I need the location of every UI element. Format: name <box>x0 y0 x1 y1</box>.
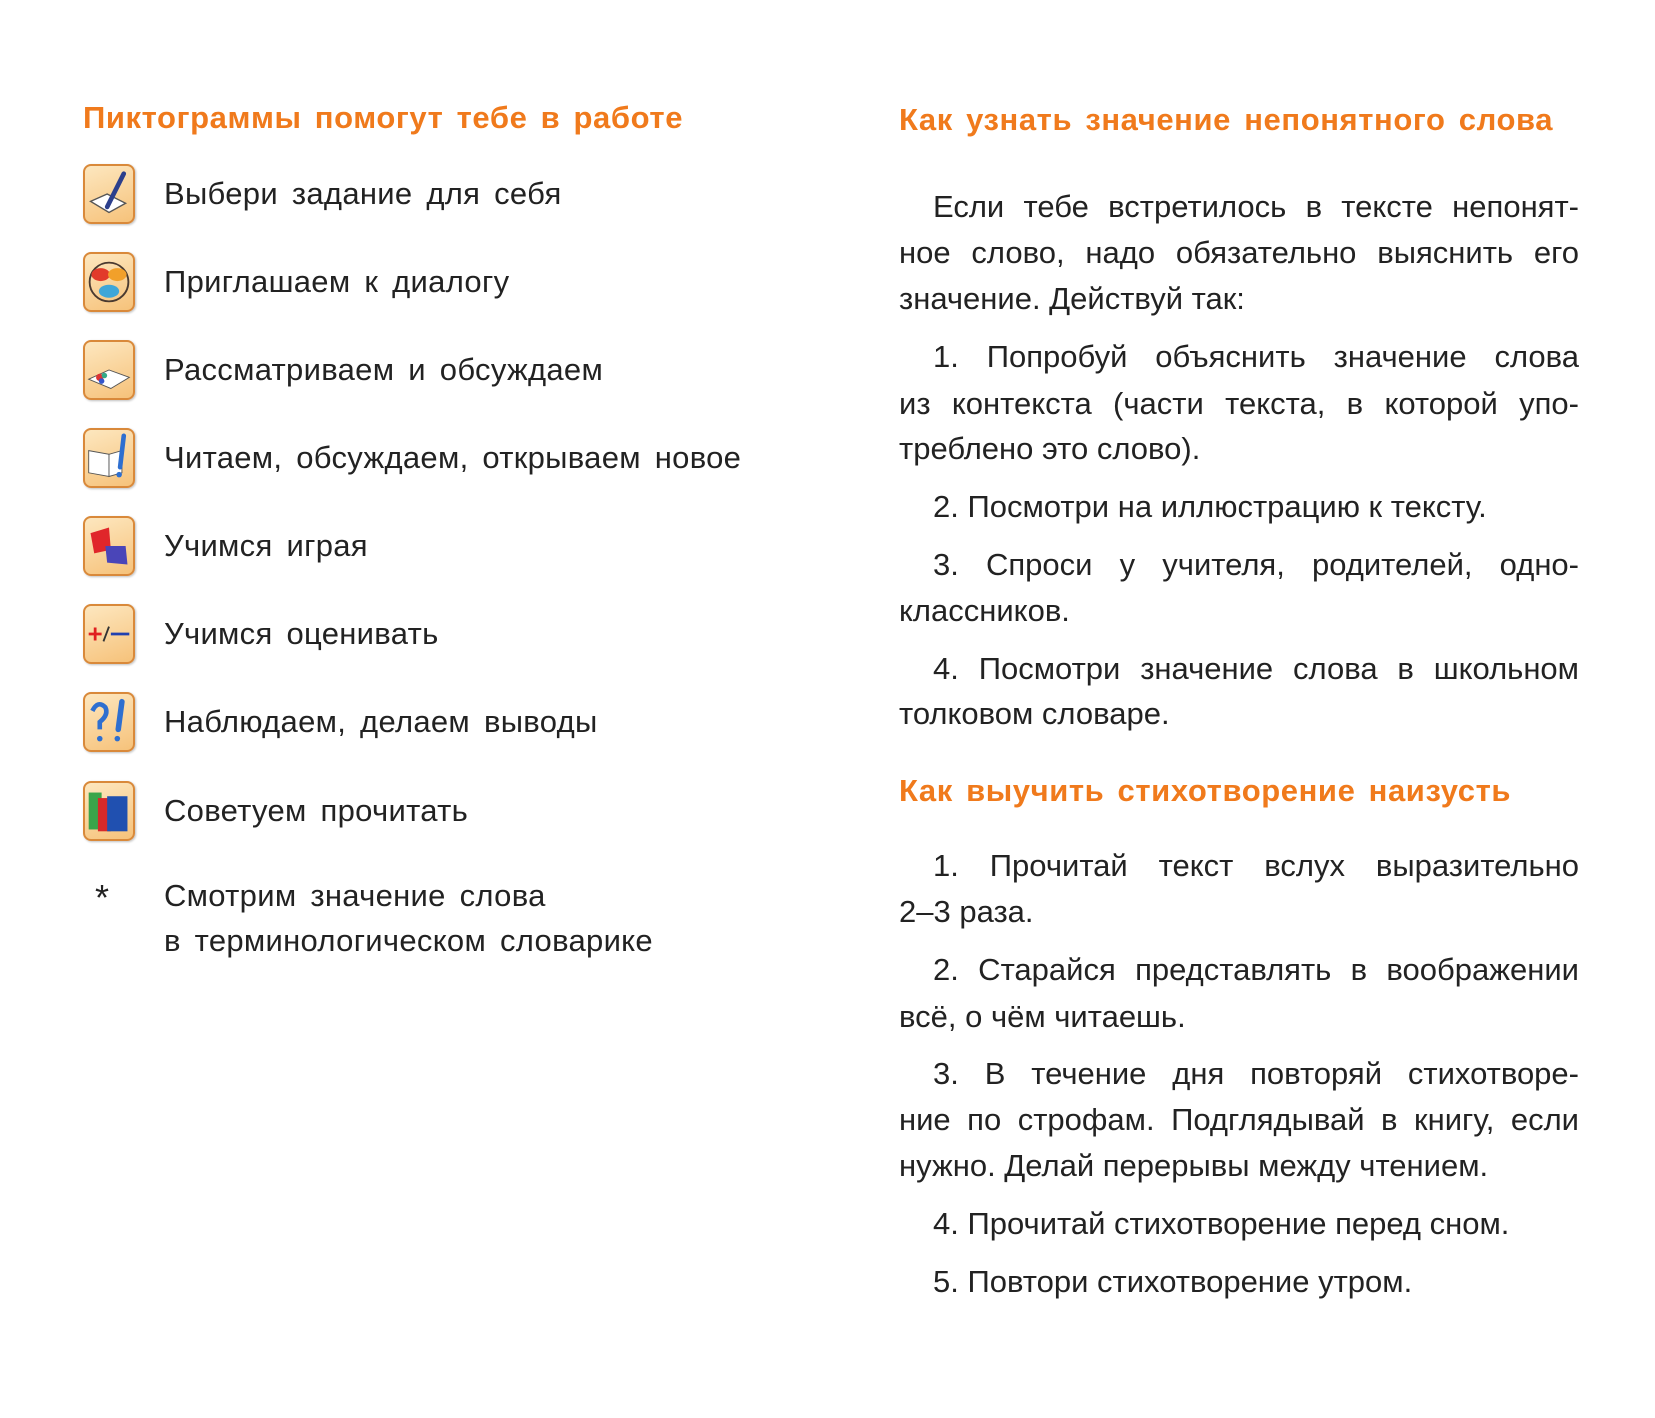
text-line: ное слово, надо обязательно выяснить его <box>899 235 1579 270</box>
text-line: Если тебе встретилось в тексте непонят- <box>933 189 1579 224</box>
step-line: классников. <box>899 593 1070 628</box>
step-line: 3. Спроси у учителя, родителей, одно- <box>933 547 1579 582</box>
pictograms-heading: Пиктограммы помогут тебе в работе <box>83 100 684 135</box>
step-line: нужно. Делай перерывы между чтением. <box>899 1148 1489 1183</box>
step-line: 1. Попробуй объяснить значение слова <box>933 339 1579 374</box>
open-book-picture-icon <box>83 340 135 400</box>
step-line: 2. Старайся представлять в воображении <box>933 952 1579 987</box>
step-line: 1. Прочитай текст вслух выразительно <box>933 848 1579 883</box>
section-heading-memorize-poem: Как выучить стихотворение наизусть <box>899 773 1512 808</box>
legend-label: Приглашаем к диалогу <box>164 264 510 299</box>
legend-label: Наблюдаем, делаем выводы <box>164 704 598 739</box>
step-line: 4. Прочитай стихотворение перед сном. <box>933 1206 1510 1241</box>
step-line: из контекста (части текста, в которой упо- <box>899 386 1579 421</box>
step-line: 3. В течение дня повторяй стихотворе- <box>933 1056 1579 1091</box>
step-line: 2–3 раза. <box>899 894 1034 929</box>
step-line: 4. Посмотри значение слова в школьном <box>933 651 1579 686</box>
book-exclamation-icon <box>83 428 135 488</box>
text-line: значение. Действуй так: <box>899 281 1245 316</box>
step-line: 2. Посмотри на иллюстрацию к тексту. <box>933 489 1487 524</box>
books-icon <box>83 781 135 841</box>
asterisk-icon: * <box>95 877 110 918</box>
question-exclamation-icon <box>83 692 135 752</box>
pen-notebook-icon <box>83 164 135 224</box>
step-line: всё, о чём читаешь. <box>899 999 1186 1034</box>
asterisk-label-line: в терминологическом словарике <box>164 923 653 958</box>
plus-minus-icon <box>83 604 135 664</box>
step-line: толковом словаре. <box>899 696 1170 731</box>
legend-label: Читаем, обсуждаем, открываем новое <box>164 440 742 475</box>
hands-icon <box>83 252 135 312</box>
legend-label: Советуем прочитать <box>164 793 469 828</box>
legend-label: Рассматриваем и обсуждаем <box>164 352 604 387</box>
legend-label: Учимся оценивать <box>164 616 439 651</box>
step-line: ние по строфам. Подглядывай в книгу, если <box>899 1102 1579 1137</box>
step-line: треблено это слово). <box>899 431 1201 466</box>
step-line: 5. Повтори стихотворение утром. <box>933 1264 1413 1299</box>
puzzle-icon <box>83 516 135 576</box>
legend-label: Выбери задание для себя <box>164 176 562 211</box>
section-heading-unknown-word: Как узнать значение непонятного слова <box>899 102 1554 137</box>
legend-label: Учимся играя <box>164 528 368 563</box>
asterisk-label-line: Смотрим значение слова <box>164 878 546 913</box>
